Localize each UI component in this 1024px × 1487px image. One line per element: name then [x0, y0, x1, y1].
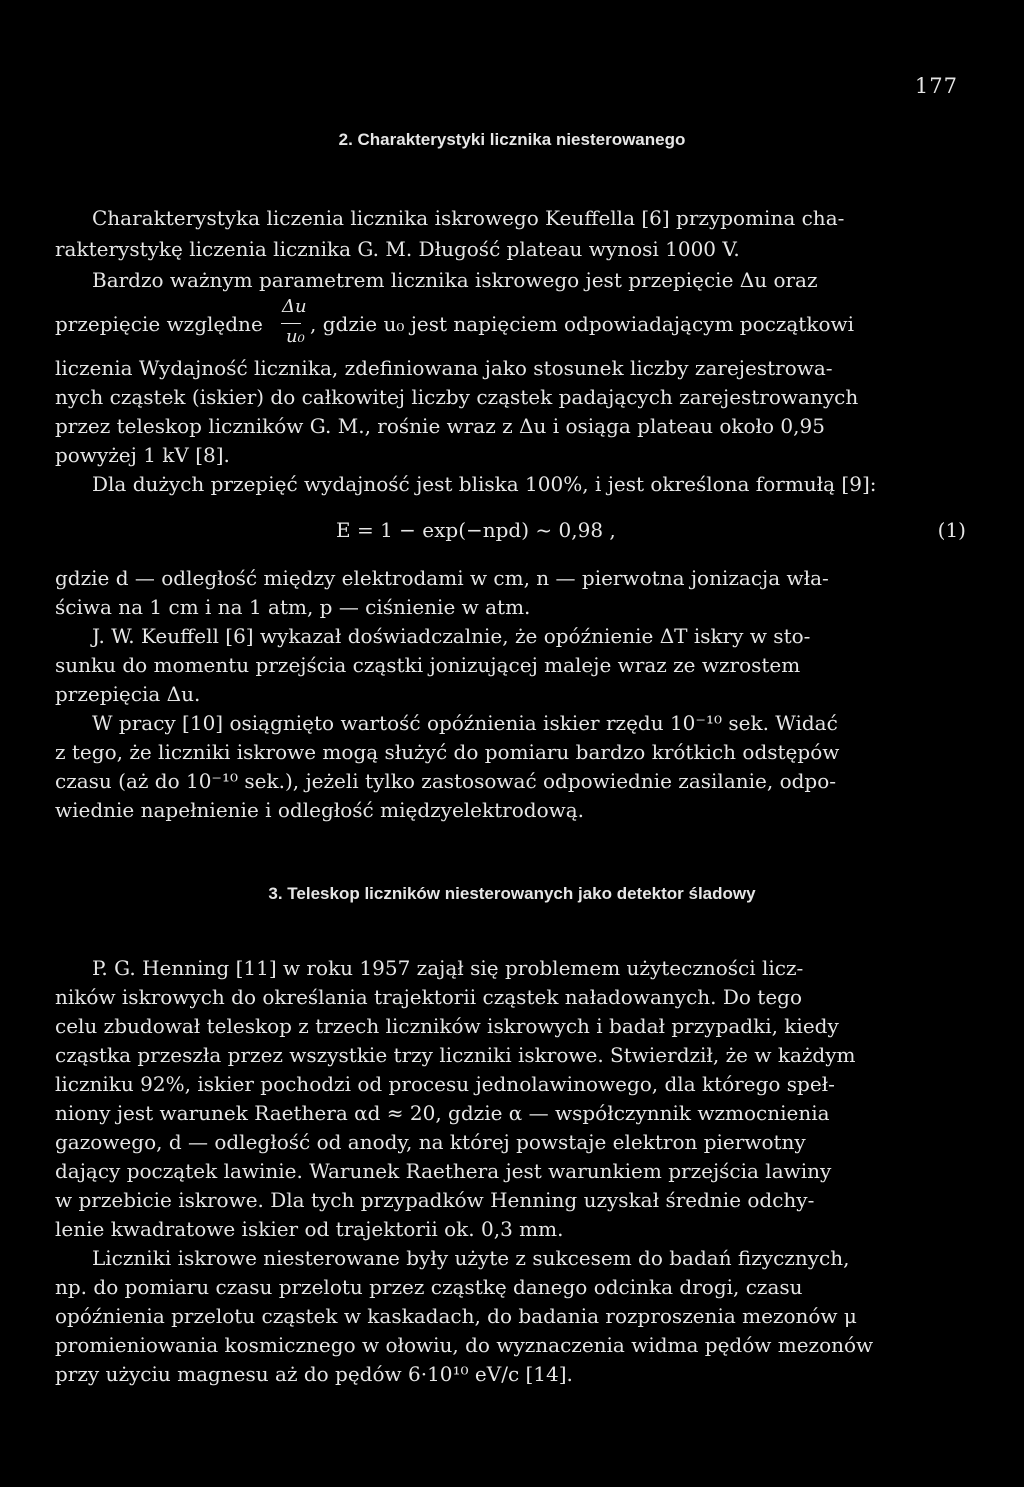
- paragraph-line: W pracy [10] osiągnięto wartość opóźnienia iskier rzędu 10⁻¹⁰ sek. Widać: [92, 711, 838, 735]
- section-3-title: 3. Teleskop liczników niesterowanych jako detektor śladowy: [268, 884, 756, 903]
- page-number: 177: [914, 74, 958, 98]
- paragraph-line: promieniowania kosmicznego w ołowiu, do wyznaczenia widma pędów mezonów: [55, 1333, 874, 1357]
- paragraph-line: liczniku 92%, iskier pochodzi od procesu jednolawinowego, dla którego speł-: [55, 1072, 835, 1096]
- paragraph-line: Charakterystyka liczenia licznika iskrowego Keuffella [6] przypomina cha-: [92, 206, 845, 230]
- paragraph-line: czasu (aż do 10⁻¹⁰ sek.), jeżeli tylko zastosować odpowiednie zasilanie, odpo-: [55, 769, 837, 793]
- paragraph-line: Dla dużych przepięć wydajność jest bliska 100%, i jest określona formułą [9]:: [92, 472, 877, 496]
- paragraph-line: P. G. Henning [11] w roku 1957 zajął się problemem użyteczności licz-: [92, 956, 804, 980]
- equation: E = 1 − exp(−npd) ~ 0,98 ,: [336, 518, 616, 542]
- paragraph-line: lenie kwadratowe iskier od trajektorii ok. 0,3 mm.: [55, 1217, 564, 1241]
- paragraph-line: w przebicie iskrowe. Dla tych przypadków Henning uzyskał średnie odchy-: [55, 1188, 815, 1212]
- section-2-title: 2. Charakterystyki licznika niesterowanego: [338, 130, 686, 149]
- paragraph-line: gdzie d — odległość między elektrodami w cm, n — pierwotna jonizacja wła-: [55, 566, 829, 590]
- paragraph-line: z tego, że liczniki iskrowe mogą służyć do pomiaru bardzo krótkich odstępów: [55, 740, 840, 764]
- fraction-denominator: u₀: [286, 326, 305, 347]
- paragraph-line: dający początek lawinie. Warunek Raethera jest warunkiem przejścia lawiny: [55, 1159, 832, 1183]
- relative-overvoltage-label: przepięcie względne: [55, 312, 263, 336]
- paragraph-line: Liczniki iskrowe niesterowane były użyte z sukcesem do badań fizycznych,: [92, 1246, 850, 1270]
- paragraph-line: nych cząstek (iskier) do całkowitej liczby cząstek padających zarejestrowanych: [55, 385, 859, 409]
- paragraph-line: opóźnienia przelotu cząstek w kaskadach, do badania rozproszenia mezonów μ: [55, 1304, 857, 1328]
- paragraph-line: wiednie napełnienie i odległość międzyelektrodową.: [55, 798, 585, 822]
- paragraph-line: sunku do momentu przejścia cząstki jonizującej maleje wraz ze wzrostem: [55, 653, 801, 677]
- paragraph-line: przez teleskop liczników G. M., rośnie wraz z Δu i osiąga plateau około 0,95: [55, 414, 825, 438]
- fraction-numerator: Δu: [282, 296, 307, 317]
- paragraph-line: rakterystykę liczenia licznika G. M. Długość plateau wynosi 1000 V.: [55, 237, 740, 261]
- paragraph-line: niony jest warunek Raethera αd ≈ 20, gdzie α — współczynnik wzmocnienia: [55, 1101, 830, 1125]
- paragraph-line: powyżej 1 kV [8].: [55, 443, 230, 467]
- paragraph-line-continuation: , gdzie u₀ jest napięciem odpowiadającym początkowi: [310, 312, 855, 336]
- paragraph-line: ników iskrowych do określania trajektorii cząstek naładowanych. Do tego: [55, 985, 803, 1009]
- paragraph-line: cząstka przeszła przez wszystkie trzy liczniki iskrowe. Stwierdził, że w każdym: [55, 1043, 856, 1067]
- paragraph-line: np. do pomiaru czasu przelotu przez cząstkę danego odcinka drogi, czasu: [55, 1275, 803, 1299]
- paragraph-line: celu zbudował teleskop z trzech liczników iskrowych i badał przypadki, kiedy: [55, 1014, 839, 1038]
- paragraph-line: przy użyciu magnesu aż do pędów 6·10¹⁰ eV/c [14].: [55, 1362, 573, 1386]
- fraction-bar: [281, 323, 301, 324]
- paragraph-line: przepięcia Δu.: [55, 682, 201, 706]
- paragraph-line: Bardzo ważnym parametrem licznika iskrowego jest przepięcie Δu oraz: [92, 268, 818, 292]
- paragraph-line: liczenia Wydajność licznika, zdefiniowana jako stosunek liczby zarejestrowa-: [55, 356, 833, 380]
- paragraph-line: gazowego, d — odległość od anody, na której powstaje elektron pierwotny: [55, 1130, 806, 1154]
- paragraph-line: ściwa na 1 cm i na 1 atm, p — ciśnienie w atm.: [55, 595, 531, 619]
- paragraph-line: J. W. Keuffell [6] wykazał doświadczalnie, że opóźnienie ΔT iskry w sto-: [92, 624, 811, 648]
- equation-number: (1): [937, 518, 966, 542]
- paragraph-line-with-fraction: [55, 312, 263, 336]
